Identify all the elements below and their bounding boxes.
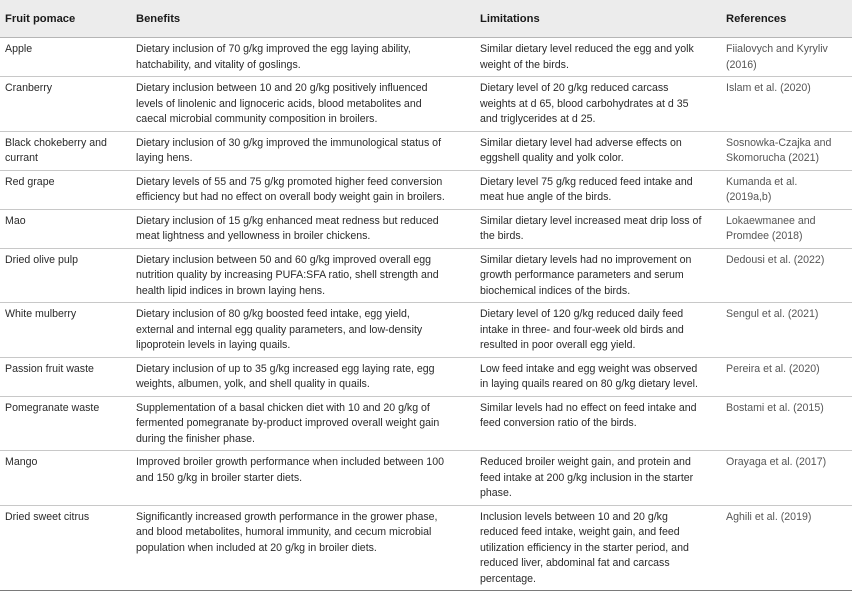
cell-text-line: Orayaga et al. (2017) xyxy=(726,456,827,468)
cell-text-line: health lipid indices in brown laying hens. xyxy=(136,284,326,297)
cell-fruit xyxy=(0,303,130,358)
cell-text-line: Dietary inclusion between 50 and 60 g/kg improved overall egg xyxy=(136,253,432,266)
cell-limitations xyxy=(475,303,723,358)
cell-references xyxy=(723,131,852,170)
cell-references xyxy=(723,248,852,303)
table-row xyxy=(0,451,852,506)
cell-text-line: currant xyxy=(5,152,38,164)
cell-text-line: Dietary levels of 55 and 75 g/kg promoted higher feed conversion xyxy=(136,175,443,188)
cell-fruit xyxy=(0,357,130,396)
cell-text-line: resulted in poor overall egg yield. xyxy=(480,339,636,351)
cell-benefits xyxy=(130,303,475,358)
cell-fruit xyxy=(0,131,130,170)
table-row xyxy=(0,170,852,209)
table-row xyxy=(0,77,852,132)
cell-text-line: Mango xyxy=(5,456,38,468)
cell-text-line: Red grape xyxy=(5,175,55,188)
cell-text-line: Similar dietary level reduced the egg and yolk xyxy=(480,43,694,55)
cell-text-line: caecal microbial community composition in broilers. xyxy=(136,113,378,125)
cell-text-line: Dietary level of 20 g/kg reduced carcass xyxy=(480,82,669,94)
cell-text-line: Dietary inclusion of 80 g/kg boosted feed intake, egg yield, xyxy=(136,308,410,320)
cell-fruit xyxy=(0,170,130,209)
cell-benefits xyxy=(130,209,475,248)
cell-fruit xyxy=(0,451,130,506)
cell-text-line: eggshell quality and yolk color. xyxy=(480,152,624,164)
cell-text-line: meat lightness and yellowness in broiler chickens. xyxy=(136,230,371,242)
cell-text-line: Similar levels had no effect on feed intake and xyxy=(480,401,697,414)
cell-text-line: and blood metabolites, humoral immunity, and cecum microbial xyxy=(136,526,432,538)
cell-text-line: Dietary inclusion of up to 35 g/kg increased egg laying rate, egg xyxy=(136,362,435,375)
header-references: References xyxy=(723,0,852,38)
cell-text-line: Sosnowka-Czajka and xyxy=(726,136,832,149)
table-row xyxy=(0,303,852,358)
cell-text-line: fermented pomegranate by-product improved overall weight gain xyxy=(136,417,440,429)
cell-text-line: population when included at 20 g/kg in broiler diets. xyxy=(136,541,377,554)
cell-text-line: utilization efficiency in the starter period, and xyxy=(480,541,689,554)
cell-text-line: Skomorucha (2021) xyxy=(726,152,820,164)
cell-references xyxy=(723,209,852,248)
cell-text-line: Dietary inclusion between 10 and 20 g/kg positively influenced xyxy=(136,82,428,94)
table-row xyxy=(0,505,852,591)
table-row xyxy=(0,38,852,77)
table-header xyxy=(0,0,852,38)
cell-text-line: biochemical indices of the birds. xyxy=(480,284,631,297)
cell-text-line: efficiency but had no effect on overall body weight gain in broilers. xyxy=(136,191,445,203)
cell-benefits xyxy=(130,38,475,77)
cell-text-line: meat hue angle of the birds. xyxy=(480,191,612,203)
cell-benefits xyxy=(130,451,475,506)
cell-text-line: Kumanda et al. xyxy=(726,175,798,188)
cell-text-line: reduced liver, abdominal fat and carcass xyxy=(480,557,670,569)
cell-text-line: (2016) xyxy=(726,58,757,71)
cell-benefits xyxy=(130,396,475,451)
cell-benefits xyxy=(130,357,475,396)
cell-fruit xyxy=(0,505,130,591)
cell-text-line: hatchability, and vitality of goslings. xyxy=(136,58,301,71)
cell-references xyxy=(723,396,852,451)
cell-text-line: Similar dietary levels had no improvement on xyxy=(480,253,692,266)
cell-text-line: Dedousi et al. (2022) xyxy=(726,253,825,266)
cell-text-line: percentage. xyxy=(480,572,536,585)
cell-text-line: Promdee (2018) xyxy=(726,230,803,242)
cell-text-line: levels of linolenic and lignoceric acids, blood metabolites and xyxy=(136,97,422,110)
cell-limitations xyxy=(475,77,723,132)
cell-text-line: Supplementation of a basal chicken diet with 10 and 20 g/kg of xyxy=(136,401,430,414)
cell-text-line: Dried olive pulp xyxy=(5,253,79,266)
header-limitations: Limitations xyxy=(475,0,723,38)
cell-text-line: and triglycerides at d 25. xyxy=(480,113,596,125)
table-row xyxy=(0,209,852,248)
table-body xyxy=(0,38,852,591)
cell-text-line: Dietary level of 120 g/kg reduced daily feed xyxy=(480,308,684,320)
cell-text-line: Significantly increased growth performance in the grower phase, xyxy=(136,510,438,523)
cell-limitations xyxy=(475,357,723,396)
cell-limitations xyxy=(475,38,723,77)
cell-benefits xyxy=(130,505,475,591)
cell-text-line: Reduced broiler weight gain, and protein and xyxy=(480,456,691,468)
cell-references xyxy=(723,77,852,132)
cell-references xyxy=(723,170,852,209)
cell-limitations xyxy=(475,451,723,506)
cell-fruit xyxy=(0,248,130,303)
table-row xyxy=(0,131,852,170)
cell-references xyxy=(723,505,852,591)
cell-text-line: Islam et al. (2020) xyxy=(726,82,811,94)
cell-text-line: Dietary inclusion of 30 g/kg improved the immunological status of xyxy=(136,136,442,149)
cell-text-line: nutrition quality by increasing PUFA:SFA ratio, shell strength and xyxy=(136,269,439,281)
cell-text-line: in laying quails reared on 80 g/kg dietary level. xyxy=(480,378,698,390)
cell-text-line: and 150 g/kg in broiler starter diets. xyxy=(136,471,303,484)
cell-text-line: Dietary inclusion of 70 g/kg improved the egg laying ability, xyxy=(136,43,411,55)
cell-text-line: Bostami et al. (2015) xyxy=(726,401,824,414)
cell-limitations xyxy=(475,170,723,209)
cell-text-line: Sengul et al. (2021) xyxy=(726,308,819,320)
cell-benefits xyxy=(130,248,475,303)
cell-references xyxy=(723,38,852,77)
cell-benefits xyxy=(130,170,475,209)
cell-text-line: Apple xyxy=(5,43,33,55)
cell-text-line: phase. xyxy=(480,487,512,499)
cell-text-line: Fiialovych and Kyryliv xyxy=(726,43,828,55)
cell-benefits xyxy=(130,77,475,132)
cell-text-line: growth performance parameters and serum xyxy=(480,269,684,281)
cell-text-line: feed intake at 200 g/kg inclusion in the starter xyxy=(480,471,694,484)
cell-references xyxy=(723,451,852,506)
cell-text-line: external and internal egg quality parameters, and low-density xyxy=(136,323,423,336)
cell-text-line: lipoprotein levels in laying quails. xyxy=(136,339,291,351)
cell-text-line: Black chokeberry and xyxy=(5,136,107,149)
cell-text-line: Dried sweet citrus xyxy=(5,510,90,523)
cell-text-line: the birds. xyxy=(480,230,524,242)
cell-text-line: Improved broiler growth performance when included between 100 xyxy=(136,456,444,468)
cell-text-line: laying hens. xyxy=(136,152,193,164)
cell-text-line: Pereira et al. (2020) xyxy=(726,362,820,375)
cell-text-line: Low feed intake and egg weight was observed xyxy=(480,362,698,375)
cell-text-line: weights, albumen, yolk, and shell quality in quails. xyxy=(136,378,370,390)
cell-text-line: Cranberry xyxy=(5,82,53,94)
cell-text-line: Similar dietary level increased meat drip loss of xyxy=(480,214,702,227)
header-benefits: Benefits xyxy=(130,0,475,38)
cell-text-line: (2019a,b) xyxy=(726,191,772,203)
cell-text-line: White mulberry xyxy=(5,308,77,320)
table-row xyxy=(0,396,852,451)
cell-limitations xyxy=(475,248,723,303)
cell-text-line: Dietary inclusion of 15 g/kg enhanced meat redness but reduced xyxy=(136,214,439,227)
header-fruit-pomace: Fruit pomace xyxy=(0,0,130,38)
cell-text-line: Pomegranate waste xyxy=(5,401,100,414)
cell-text-line: Passion fruit waste xyxy=(5,362,94,375)
cell-text-line: weights at d 65, blood carbohydrates at d 35 xyxy=(480,97,689,110)
cell-text-line: Mao xyxy=(5,214,26,227)
cell-fruit xyxy=(0,77,130,132)
cell-fruit xyxy=(0,38,130,77)
table-row xyxy=(0,248,852,303)
cell-text-line: during the finisher phase. xyxy=(136,432,255,445)
cell-fruit xyxy=(0,396,130,451)
cell-text-line: Lokaewmanee and xyxy=(726,214,816,227)
cell-text-line: Dietary level 75 g/kg reduced feed intake and xyxy=(480,175,693,188)
cell-references xyxy=(723,303,852,358)
cell-text-line: reduced feed intake, weight gain, and feed xyxy=(480,526,680,538)
cell-text-line: feed conversion ratio of the birds. xyxy=(480,417,637,429)
cell-text-line: Similar dietary level had adverse effects on xyxy=(480,136,682,149)
cell-text-line: Inclusion levels between 10 and 20 g/kg xyxy=(480,510,668,523)
cell-text-line: Aghili et al. (2019) xyxy=(726,510,812,523)
header-row xyxy=(0,0,852,38)
cell-fruit xyxy=(0,209,130,248)
table-row xyxy=(0,357,852,396)
cell-limitations xyxy=(475,505,723,591)
cell-limitations xyxy=(475,209,723,248)
cell-benefits xyxy=(130,131,475,170)
cell-references xyxy=(723,357,852,396)
cell-text-line: intake in three- and four-week old birds and xyxy=(480,323,684,336)
cell-text-line: weight of the birds. xyxy=(480,58,569,71)
cell-limitations xyxy=(475,396,723,451)
cell-limitations xyxy=(475,131,723,170)
